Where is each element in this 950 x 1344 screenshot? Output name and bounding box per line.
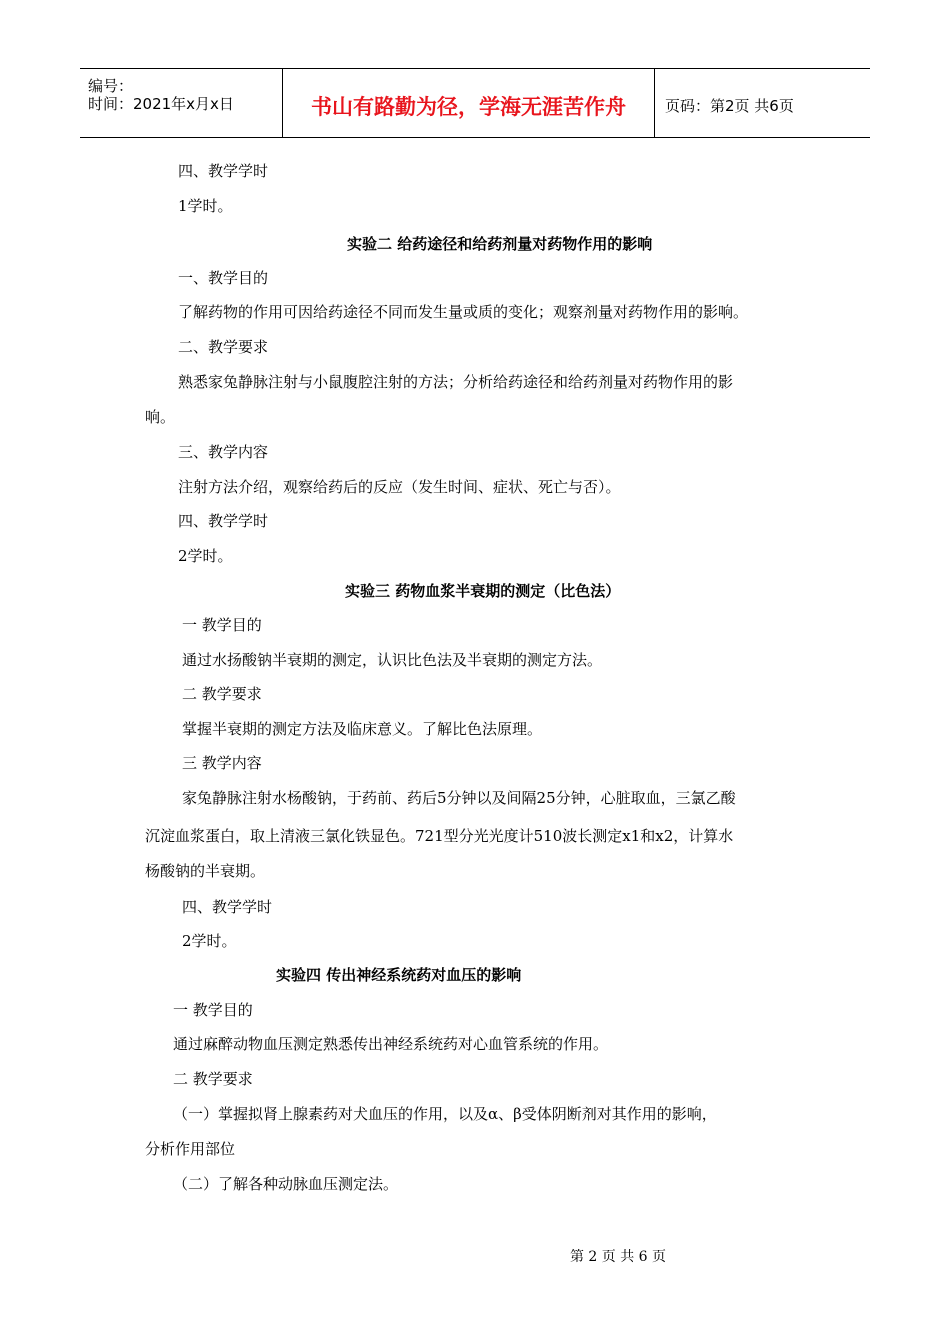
paragraph: 熟悉家兔静脉注射与小鼠腹腔注射的方法；分析给药途径和给药剂量对药物作用的影 (178, 373, 734, 391)
paragraph: 通过水扬酸钠半衰期的测定，认识比色法及半衰期的测定方法。 (182, 651, 603, 669)
paragraph: （二）了解各种动脉血压测定法。 (173, 1175, 399, 1193)
header-page-cell (655, 69, 870, 137)
time-label: 时间：2021年x月x日 (88, 95, 234, 113)
section-heading: 四、教学学时 (182, 898, 273, 916)
section-heading: 四、教学学时 (178, 162, 269, 180)
paragraph: 2学时。 (178, 547, 233, 565)
paragraph: 1学时。 (178, 197, 233, 215)
section-heading: 二 教学要求 (173, 1070, 253, 1088)
paragraph: 家兔静脉注射水杨酸钠，于药前、药后5分钟以及间隔25分钟，心脏取血，三氯乙酸 (182, 789, 736, 807)
paragraph: 2学时。 (182, 932, 237, 950)
number-label: 编号： (88, 77, 134, 95)
section-heading: 二、教学要求 (178, 338, 269, 356)
section-heading: 一 教学目的 (182, 616, 262, 634)
motto: 书山有路勤为径，学海无涯苦作舟 (311, 95, 626, 119)
header-meta-cell (80, 69, 283, 137)
paragraph: （一）掌握拟肾上腺素药对犬血压的作用，以及α、β受体阴断剂对其作用的影响， (173, 1105, 717, 1123)
experiment-title: 实验三 药物血浆半衰期的测定（比色法） (345, 582, 621, 600)
paragraph: 分析作用部位 (145, 1140, 236, 1158)
paragraph: 注射方法介绍，观察给药后的反应（发生时间、症状、死亡与否）。 (178, 478, 621, 496)
experiment-title: 实验二 给药途径和给药剂量对药物作用的影响 (347, 235, 653, 253)
paragraph: 沉淀血浆蛋白，取上清液三氯化铁显色。721型分光光度计510波长测定x1和x2，计算水 (145, 827, 734, 845)
section-heading: 三 教学内容 (182, 754, 262, 772)
experiment-title: 实验四 传出神经系统药对血压的影响 (276, 966, 522, 984)
section-heading: 三、教学内容 (178, 443, 269, 461)
footer-page-number: 第 2 页 共 6 页 (569, 1249, 667, 1265)
header-motto-cell (283, 69, 655, 137)
paragraph: 了解药物的作用可因给药途径不同而发生量或质的变化；观察剂量对药物作用的影响。 (178, 303, 749, 321)
page-info: 页码：第2页 共6页 (665, 97, 794, 115)
section-heading: 二 教学要求 (182, 685, 262, 703)
section-heading: 四、教学学时 (178, 512, 269, 530)
paragraph: 通过麻醉动物血压测定熟悉传出神经系统药对心血管系统的作用。 (173, 1035, 609, 1053)
paragraph: 掌握半衰期的测定方法及临床意义。了解比色法原理。 (182, 720, 543, 738)
paragraph: 杨酸钠的半衰期。 (145, 862, 266, 880)
section-heading: 一 教学目的 (173, 1001, 253, 1019)
page-footer (0, 1246, 950, 1266)
paragraph: 响。 (145, 408, 176, 426)
section-heading: 一、教学目的 (178, 269, 269, 287)
page-header (80, 68, 870, 138)
